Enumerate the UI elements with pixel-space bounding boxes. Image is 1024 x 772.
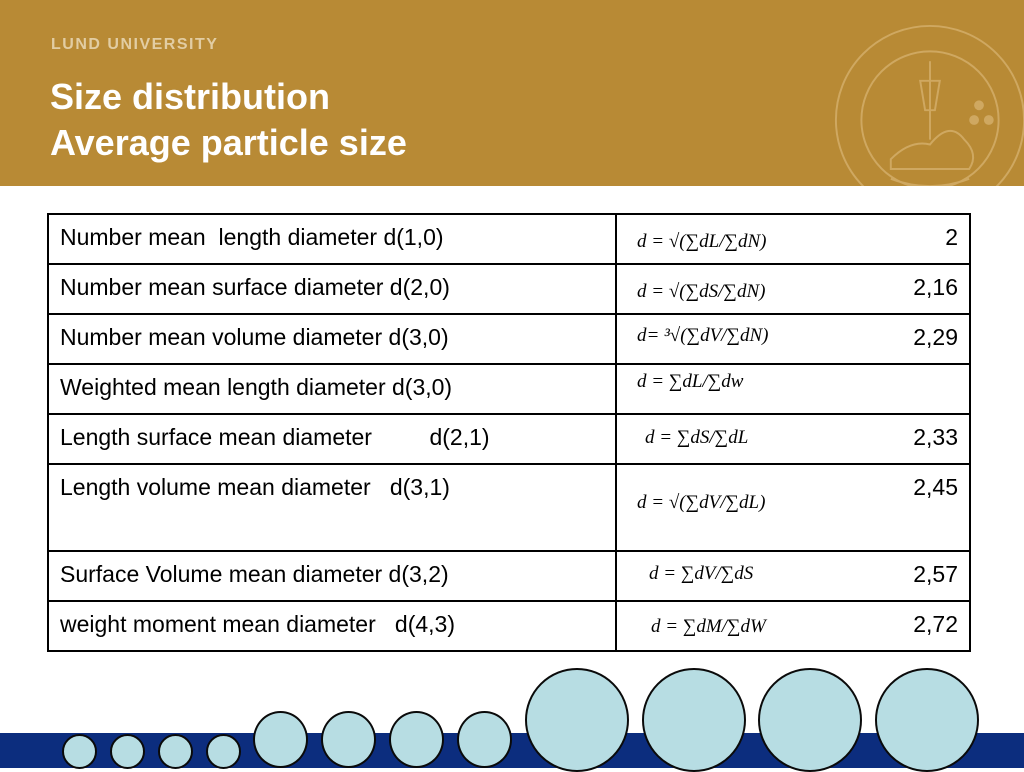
particle-circle: [158, 734, 193, 769]
formula: d = √(∑dS/∑dN): [637, 281, 766, 302]
university-name: LUND UNIVERSITY: [51, 36, 219, 53]
value: 2,33: [913, 424, 958, 450]
value: 2,45: [913, 474, 958, 500]
table-row: [48, 214, 970, 264]
table-row: [48, 314, 970, 364]
formula: d = √(∑dV/∑dL): [637, 492, 766, 513]
table-row: [48, 364, 970, 414]
particle-circle: [525, 668, 629, 772]
table-row: [48, 464, 970, 551]
header-banner: [0, 0, 1024, 186]
formula-cell: [616, 314, 970, 364]
formula: d = √(∑dL/∑dN): [637, 231, 767, 252]
table-row: [48, 264, 970, 314]
particle-circle: [642, 668, 746, 772]
particle-circle: [321, 711, 376, 768]
bottom-band: [0, 733, 1024, 768]
row-label: Length volume mean diameter d(3,1): [48, 464, 616, 551]
row-label: Surface Volume mean diameter d(3,2): [48, 551, 616, 601]
particle-circle: [253, 711, 308, 768]
university-seal-icon: [832, 22, 1024, 186]
table-row: [48, 601, 970, 651]
formula-cell: [616, 464, 970, 551]
formula-cell: [616, 601, 970, 651]
formula-cell: [616, 264, 970, 314]
particle-circle: [457, 711, 512, 768]
formula: d = ∑dM/∑dW: [651, 616, 766, 637]
formula: d= ³√(∑dV/∑dN): [637, 325, 769, 346]
particle-circle: [389, 711, 444, 768]
size-distribution-table: [47, 213, 971, 652]
value: 2,16: [913, 274, 958, 300]
row-label: Number mean length diameter d(1,0): [48, 214, 616, 264]
table-row: [48, 414, 970, 464]
formula: d = ∑dL/∑dw: [637, 371, 744, 392]
row-label: Weighted mean length diameter d(3,0): [48, 364, 616, 414]
formula: d = ∑dV/∑dS: [649, 563, 754, 584]
value: 2: [945, 224, 958, 250]
value: 2,72: [913, 611, 958, 637]
particle-circle: [206, 734, 241, 769]
row-label: weight moment mean diameter d(4,3): [48, 601, 616, 651]
slide-title-line2: Average particle size: [50, 122, 407, 163]
row-label: Length surface mean diameter d(2,1): [48, 414, 616, 464]
slide-title-line1: Size distribution: [50, 76, 331, 117]
row-label: Number mean surface diameter d(2,0): [48, 264, 616, 314]
formula-cell: [616, 364, 970, 414]
formula-cell: [616, 414, 970, 464]
particle-circle: [758, 668, 862, 772]
formula-cell: [616, 551, 970, 601]
value: 2,29: [913, 324, 958, 350]
particle-circle: [875, 668, 979, 772]
row-label: Number mean volume diameter d(3,0): [48, 314, 616, 364]
particle-circle: [110, 734, 145, 769]
particle-circle: [62, 734, 97, 769]
table-row: [48, 551, 970, 601]
value: 2,57: [913, 561, 958, 587]
formula-cell: [616, 214, 970, 264]
formula: d = ∑dS/∑dL: [645, 427, 749, 448]
